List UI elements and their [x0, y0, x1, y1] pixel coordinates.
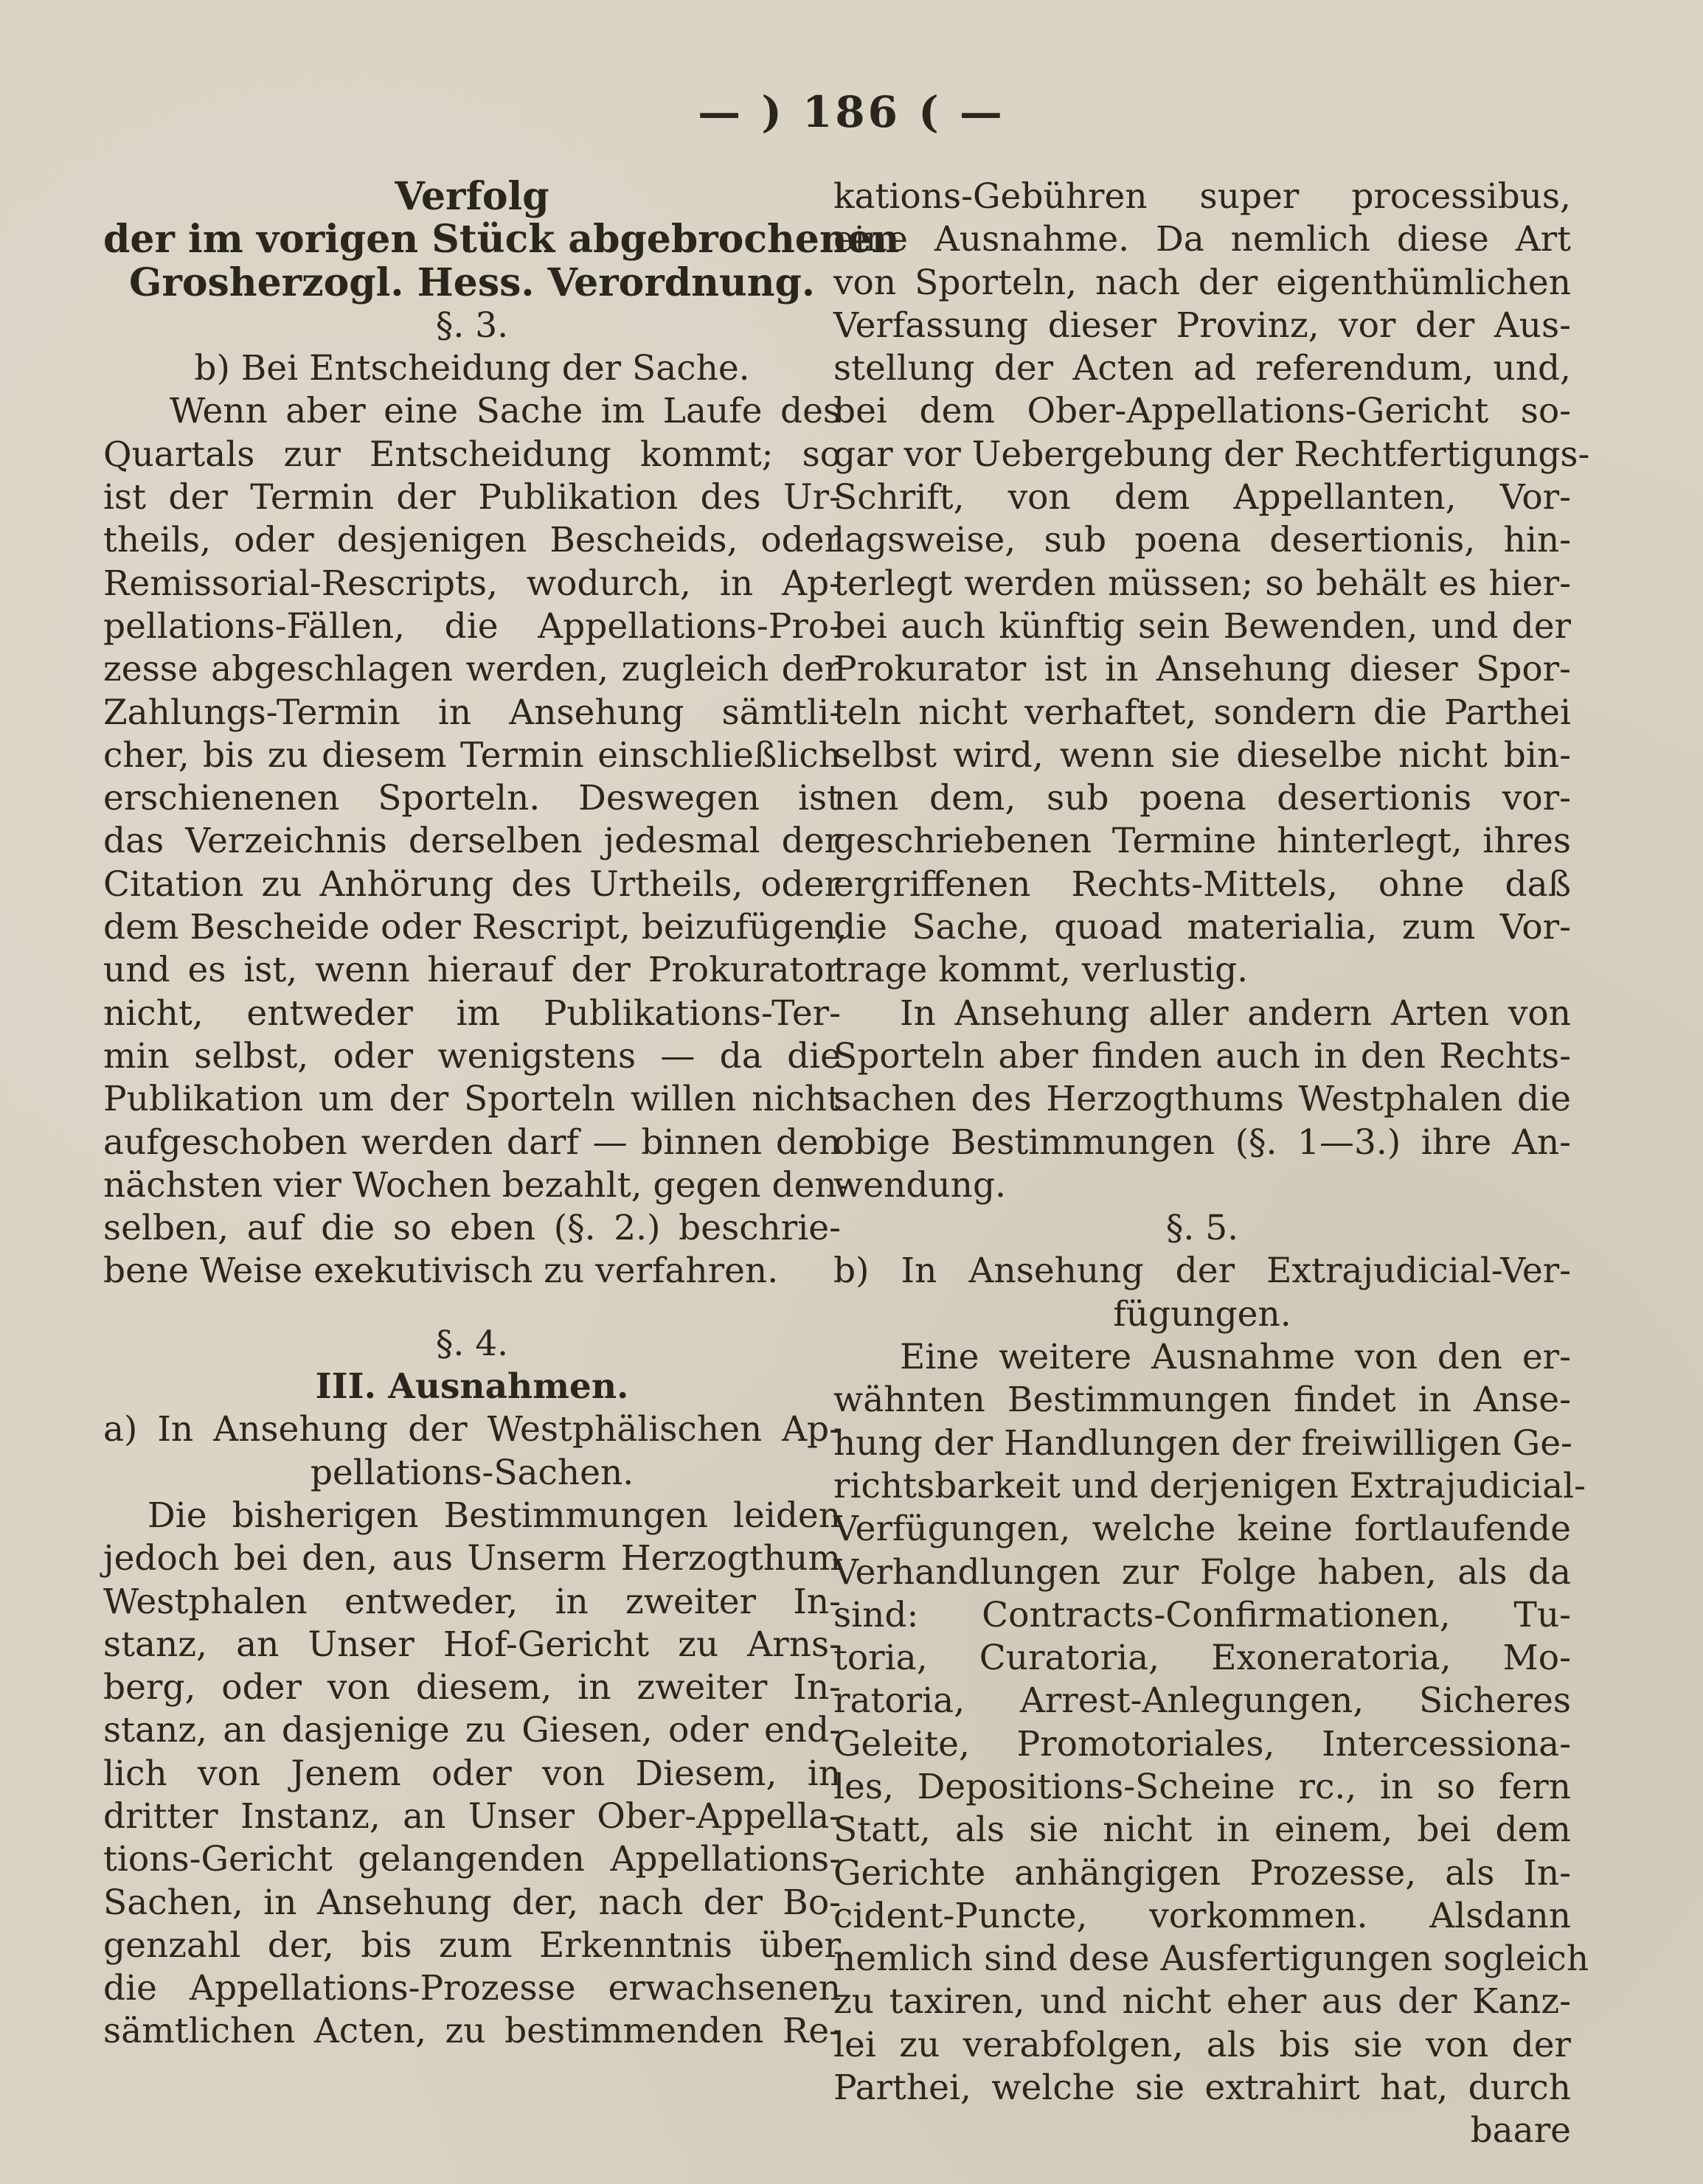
right-column-line: wendung. — [833, 1164, 1006, 1206]
right-column-line: Verfügungen, welche keine fortlaufende — [833, 1509, 1571, 1550]
right-column-line: selbst wird, wenn sie dieselbe nicht bin- — [833, 734, 1571, 776]
left-column-line: min selbst, oder wenigstens — da die — [103, 1035, 841, 1077]
right-column-line: b) In Ansehung der Extrajudicial-Ver- — [833, 1251, 1571, 1292]
right-column-line: nen dem, sub poena desertionis vor- — [833, 778, 1571, 819]
left-column-line: genzahl der, bis zum Erkenntnis über — [103, 1924, 841, 1966]
left-column-line: jedoch bei den, aus Unserm Herzogthum — [103, 1538, 841, 1579]
right-column-line: cident-Puncte, vorkommen. Alsdann — [833, 1895, 1571, 1936]
right-column-line: von Sporteln, nach der eigenthümlichen — [833, 262, 1571, 303]
left-column-line: und es ist, wenn hierauf der Prokurator — [103, 950, 841, 991]
left-column-line: Die bisherigen Bestimmungen leiden — [148, 1495, 841, 1536]
right-column-line: Geleite, Promotoriales, Intercessiona- — [833, 1723, 1571, 1764]
left-column-line: cher, bis zu diesem Termin einschließlich — [103, 734, 841, 776]
left-column-line: tions-Gericht gelangenden Appellations- — [103, 1839, 841, 1880]
left-column-line: erschienenen Sporteln. Deswegen ist — [103, 778, 841, 819]
page-header: — ) 186 ( — — [698, 87, 1005, 137]
right-column-line: toria, Curatoria, Exoneratoria, Mo- — [833, 1638, 1571, 1679]
right-column-line: lei zu verabfolgen, als bis sie von der — [833, 2024, 1571, 2065]
left-column-line: §. 3. — [435, 305, 509, 346]
right-column-line: fügungen. — [1113, 1293, 1291, 1335]
left-column-line: das Verzeichnis derselben jedesmal der — [103, 821, 841, 862]
right-column-line: In Ansehung aller andern Arten von — [900, 992, 1571, 1034]
left-column-line: dem Bescheide oder Rescript, beizufügen, — [103, 907, 847, 948]
right-column-line: Schrift, von dem Appellanten, Vor- — [833, 477, 1571, 518]
left-column-line: Wenn aber eine Sache im Laufe des — [170, 391, 841, 432]
right-column-line: baare — [1470, 2110, 1571, 2152]
right-column-line: Verfassung dieser Provinz, vor der Aus- — [833, 305, 1571, 346]
right-column-line: sind: Contracts-Confirmationen, Tu- — [833, 1594, 1571, 1635]
right-column-line: hung der Handlungen der freiwilligen Ge- — [833, 1422, 1572, 1464]
left-column-line: Zahlungs-Termin in Ansehung sämtli- — [103, 692, 841, 733]
left-column-line: nicht, entweder im Publikations-Ter- — [103, 992, 841, 1034]
left-column-line: §. 4. — [435, 1323, 509, 1364]
left-column — [103, 174, 900, 2053]
left-column-line: ist der Termin der Publikation des Ur- — [103, 477, 841, 518]
left-column-line: Quartals zur Entscheidung kommt; so — [103, 434, 841, 475]
left-column-line: Sachen, in Ansehung der, nach der Bo- — [103, 1882, 841, 1923]
right-column-line: eine Ausnahme. Da nemlich diese Art — [833, 219, 1571, 260]
left-column-line: b) Bei Entscheidung der Sache. — [194, 348, 750, 389]
left-column-line: III. Ausnahmen. — [315, 1366, 629, 1408]
right-column-line: obige Bestimmungen (§. 1—3.) ihre An- — [833, 1121, 1571, 1163]
left-column-line: der im vorigen Stück abgebrochenen — [103, 217, 900, 262]
right-column-line: terlegt werden müssen; so behält es hier- — [833, 563, 1571, 604]
left-column-line: Publikation um der Sporteln willen nicht — [103, 1079, 841, 1120]
left-column-line: berg, oder von diesem, in zweiter In- — [103, 1667, 841, 1708]
left-column-line: Westphalen entweder, in zweiter In- — [103, 1581, 841, 1622]
left-column-line: nächsten vier Wochen bezahlt, gegen den- — [103, 1164, 849, 1206]
right-column-line: geschriebenen Termine hinterlegt, ihres — [833, 821, 1571, 862]
right-column-line: gar vor Uebergebung der Rechtfertigungs- — [833, 434, 1590, 475]
left-column-line: a) In Ansehung der Westphälischen Ap- — [103, 1409, 841, 1450]
right-column-line: bei dem Ober-Appellations-Gericht so- — [833, 391, 1571, 432]
left-column-line: bene Weise exekutivisch zu verfahren. — [103, 1251, 779, 1292]
right-column-line: richtsbarkeit und derjenigen Extrajudicial- — [833, 1465, 1586, 1506]
left-column-line: dritter Instanz, an Unser Ober-Appella- — [103, 1795, 841, 1837]
left-column-line: Verfolg — [395, 174, 549, 219]
right-column-line: ratoria, Arrest-Anlegungen, Sicheres — [833, 1680, 1571, 1722]
left-column-line: stanz, an Unser Hof-Gericht zu Arns- — [103, 1624, 841, 1665]
left-column-line: stanz, an dasjenige zu Giesen, oder end- — [103, 1710, 841, 1751]
right-column-line: wähnten Bestimmungen findet in Anse- — [833, 1380, 1571, 1421]
right-column-line: stellung der Acten ad referendum, und, — [833, 348, 1571, 389]
left-column-line: pellations-Sachen. — [310, 1452, 634, 1493]
right-column-line: Sporteln aber finden auch in den Rechts- — [833, 1035, 1571, 1077]
left-column-line: die Appellations-Prozesse erwachsenen — [103, 1968, 841, 2009]
right-column-line: nemlich sind dese Ausfertigungen sogleich — [833, 1938, 1589, 1980]
left-column-line: Grosherzogl. Hess. Verordnung. — [129, 260, 815, 305]
right-column-line: ergriffenen Rechts-Mittels, ohne daß — [833, 863, 1571, 905]
left-column-line: Remissorial-Rescripts, wodurch, in Ap- — [103, 563, 841, 604]
right-column-line: Eine weitere Ausnahme von den er- — [900, 1337, 1571, 1378]
right-column-line: bei auch künftig sein Bewenden, und der — [833, 605, 1571, 647]
right-column-line: Parthei, welche sie extrahirt hat, durch — [833, 2068, 1571, 2109]
right-column-line: Statt, als sie nicht in einem, bei dem — [833, 1809, 1571, 1851]
left-column-line: Citation zu Anhörung des Urtheils, oder — [103, 863, 841, 905]
right-column-line: Gerichte anhängigen Prozesse, als In- — [833, 1852, 1571, 1893]
right-column-line: §. 5. — [1165, 1208, 1239, 1249]
right-column-line: trage kommt, verlustig. — [833, 950, 1249, 991]
right-column-line: sachen des Herzogthums Westphalen die — [833, 1079, 1571, 1120]
right-column — [833, 175, 1590, 2153]
left-column-line: pellations-Fällen, die Appellations-Pro- — [103, 605, 841, 647]
left-column-line: sämtlichen Acten, zu bestimmenden Re- — [103, 2011, 841, 2052]
right-column-line: Verhandlungen zur Folge haben, als da — [833, 1551, 1571, 1593]
right-column-line: Prokurator ist in Ansehung dieser Spor- — [833, 649, 1571, 690]
right-column-line: zu taxiren, und nicht eher aus der Kanz- — [833, 1981, 1571, 2023]
left-column-line: aufgeschoben werden darf — binnen den — [103, 1121, 841, 1163]
left-column-line: lich von Jenem oder von Diesem, in — [103, 1753, 841, 1794]
left-column-line: theils, oder desjenigen Bescheids, oder — [103, 520, 841, 561]
right-column-line: les, Depositions-Scheine rc., in so fern — [833, 1766, 1571, 1807]
right-column-line: teln nicht verhaftet, sondern die Parthei — [833, 692, 1571, 733]
right-column-line: kations-Gebühren super processibus, — [833, 176, 1571, 217]
left-column-line — [103, 1293, 841, 1323]
right-column-line: lagsweise, sub poena desertionis, hin- — [833, 520, 1571, 561]
left-column-line: zesse abgeschlagen werden, zugleich der — [103, 649, 841, 690]
left-column-line: selben, auf die so eben (§. 2.) beschrie- — [103, 1208, 841, 1249]
right-column-line: die Sache, quoad materialia, zum Vor- — [833, 907, 1571, 948]
